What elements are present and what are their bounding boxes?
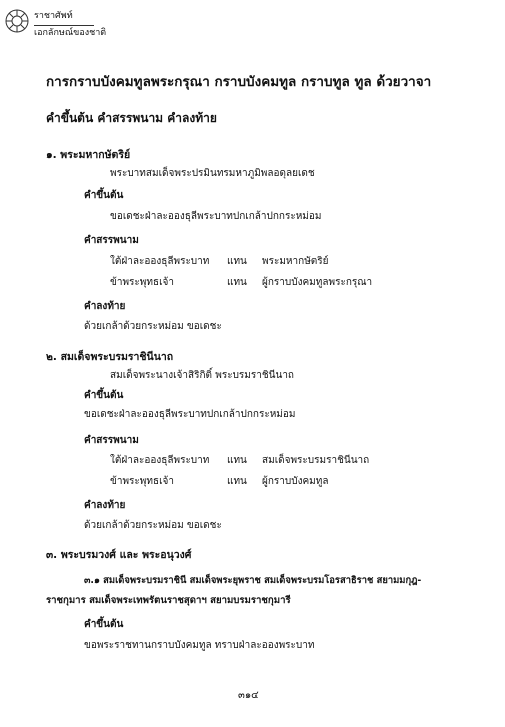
section-1-pronoun-1-meaning: พระมหากษัตริย์ <box>262 256 329 267</box>
section-3-subitem-line-1: ๓.๑ สมเด็จพระบรมราชินี สมเด็จพระยุพราช สมเด็จพระบรมโอรสาธิราช สยามมกุฎ- <box>84 575 422 586</box>
section-2-pronoun-1-meaning: สมเด็จพระบรมราชินีนาถ <box>262 455 370 466</box>
section-1-pronoun-1-term: ใต้ฝ่าละอองธุลีพระบาท <box>110 256 210 267</box>
section-1-heading: ๑. พระมหากษัตริย์ <box>46 149 131 161</box>
header-line-2: เอกลักษณ์ของชาติ <box>34 28 107 38</box>
page-subtitle: คำขึ้นต้น คำสรรพนาม คำลงท้าย <box>46 111 217 125</box>
section-2-pronoun-1-word: แทน <box>227 455 247 466</box>
page-number: ๓๑๔ <box>238 690 259 701</box>
section-2-closing-label: คำลงท้าย <box>84 500 126 511</box>
section-1-opening-label: คำขึ้นต้น <box>84 190 124 201</box>
section-2-pronoun-label: คำสรรพนาม <box>84 435 139 446</box>
section-3-heading: ๓. พระบรมวงศ์ และ พระอนุวงศ์ <box>46 549 192 561</box>
section-2-heading: ๒. สมเด็จพระบรมราชินีนาถ <box>46 351 174 363</box>
section-2-opening-text: ขอเดชะฝ่าละอองธุลีพระบาทปกเกล้าปกกระหม่อม <box>84 409 296 420</box>
section-1-opening-text: ขอเดชะฝ่าละอองธุลีพระบาทปกเกล้าปกกระหม่อม <box>110 211 322 222</box>
header-line-1: ราชาศัพท์ <box>34 11 73 21</box>
section-2-pronoun-2-word: แทน <box>227 476 247 487</box>
section-1-name: พระบาทสมเด็จพระปรมินทรมหาภูมิพลอดุลยเดช <box>110 168 315 179</box>
seal-logo-icon <box>4 8 30 34</box>
section-2-opening-label: คำขึ้นต้น <box>84 390 124 401</box>
section-3-opening-text: ขอพระราชทานกราบบังคมทูล ทราบฝ่าละอองพระบาท <box>84 640 315 651</box>
section-2-closing-text: ด้วยเกล้าด้วยกระหม่อม ขอเดชะ <box>84 520 222 531</box>
section-1-pronoun-2-term: ข้าพระพุทธเจ้า <box>110 277 174 288</box>
section-2-pronoun-2-meaning: ผู้กราบบังคมทูล <box>262 476 329 487</box>
header-divider <box>34 25 94 26</box>
section-2-pronoun-1-term: ใต้ฝ่าละอองธุลีพระบาท <box>110 455 210 466</box>
section-1-pronoun-label: คำสรรพนาม <box>84 235 139 246</box>
section-1-pronoun-1-word: แทน <box>227 256 247 267</box>
section-2-pronoun-2-term: ข้าพระพุทธเจ้า <box>110 476 174 487</box>
section-1-closing-label: คำลงท้าย <box>84 301 126 312</box>
section-2-name: สมเด็จพระนางเจ้าสิริกิติ์ พระบรมราชินีนาถ <box>110 370 294 381</box>
section-1-closing-text: ด้วยเกล้าด้วยกระหม่อม ขอเดชะ <box>84 321 222 332</box>
section-1-pronoun-2-meaning: ผู้กราบบังคมทูลพระกรุณา <box>262 277 373 288</box>
section-1-pronoun-2-word: แทน <box>227 277 247 288</box>
section-3-subitem-line-2: ราชกุมาร สมเด็จพระเทพรัตนราชสุดาฯ สยามบรมราชกุมารี <box>46 595 291 606</box>
section-3-opening-label: คำขึ้นต้น <box>84 619 124 630</box>
page-title: การกราบบังคมทูลพระกรุณา กราบบังคมทูล กราบทูล ทูล ด้วยวาจา <box>46 74 432 90</box>
